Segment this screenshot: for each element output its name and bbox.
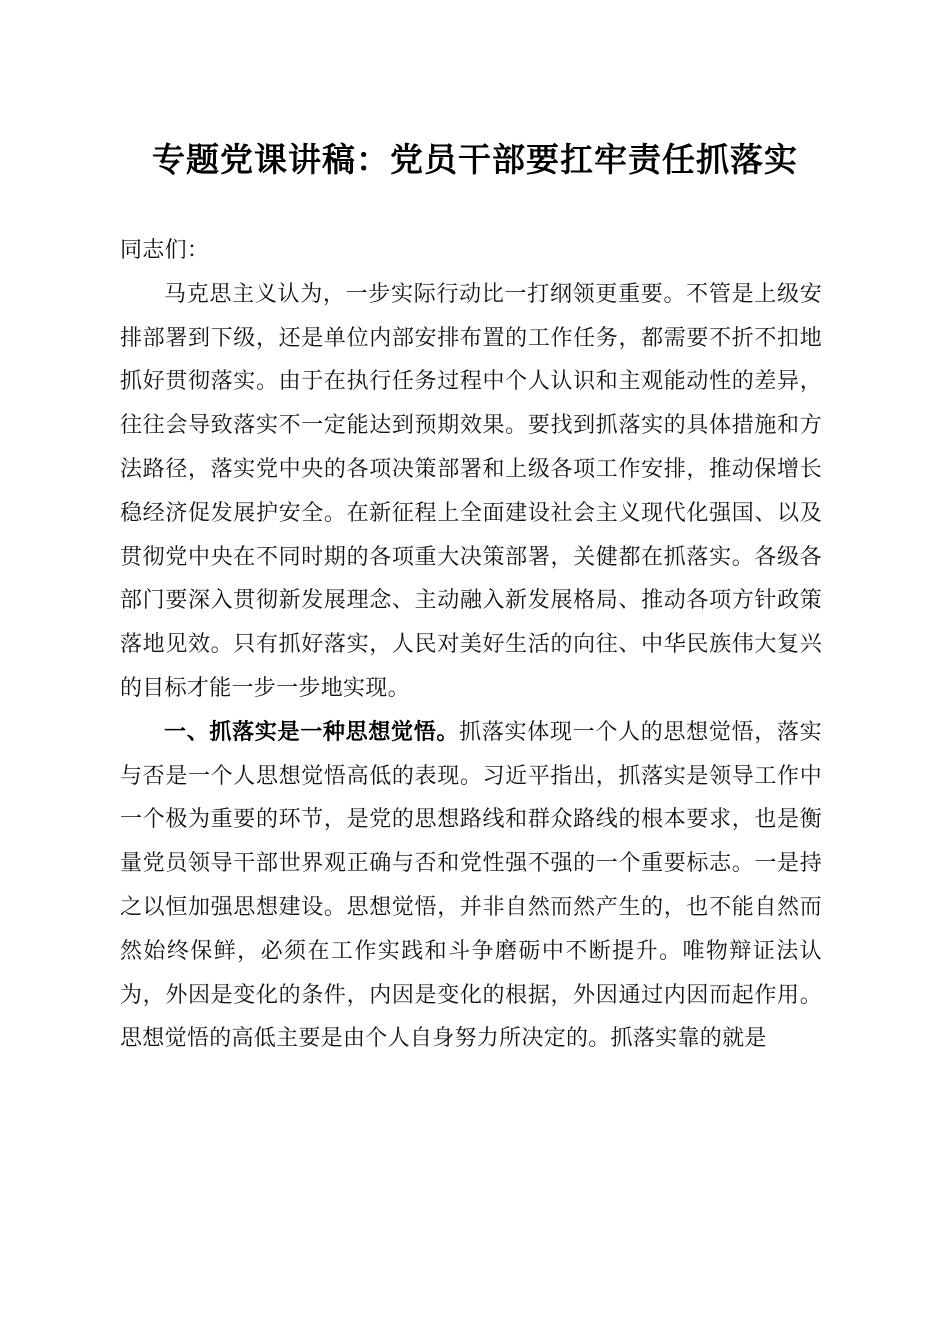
document-title: 专题党课讲稿：党员干部要扛牢责任抓落实 (152, 140, 798, 179)
paragraph-section-1 (120, 711, 822, 1061)
document-body (120, 229, 822, 1061)
section-text: 抓落实体现一个人的思想觉悟，落实与否是一个人思想觉悟高低的表现。习近平指出，抓落实是领导工作中一个极为重要的环节，是党的思想路线和群众路线的根本要求，也是衡量党员领导干部世界观正确与否和党性强不强的一个重要标志。一是持之以恒加强思想建设。思想觉悟，并非自然而然产生的，也不能自然而然始终保鲜，必须在工作实践和斗争磨砺中不断提升。唯物辩证法认为，外因是变化的条件，内因是变化的根据，外因通过内因而起作用。思想觉悟的高低主要是由个人自身努力所决定的。抓落实靠的就是 (120, 719, 822, 1052)
section-heading: 一、抓落实是一种思想觉悟。 (164, 719, 460, 745)
salutation: 同志们： (120, 238, 210, 263)
paragraph-intro: 马克思主义认为，一步实际行动比一打纲领更重要。不管是上级安排部署到下级，还是单位内部安排布置的工作任务，都需要不折不扣地抓好贯彻落实。由于在执行任务过程中个人认识和主观能动性的差异，往往会导致落实不一定能达到预期效果。要找到抓落实的具体措施和方法路径，落实党中央的各项决策部署和上级各项工作安排，推动保增长稳经济促发展护安全。在新征程上全面建设社会主义现代化强国、以及贯彻党中央在不同时期的各项重大决策部署，关健都在抓落实。各级各部门要深入贯彻新发展理念、主动融入新发展格局、推动各项方针政策落地见效。只有抓好落实，人民对美好生活的向往、中华民族伟大复兴的目标才能一步一步地实现。 (120, 281, 822, 701)
